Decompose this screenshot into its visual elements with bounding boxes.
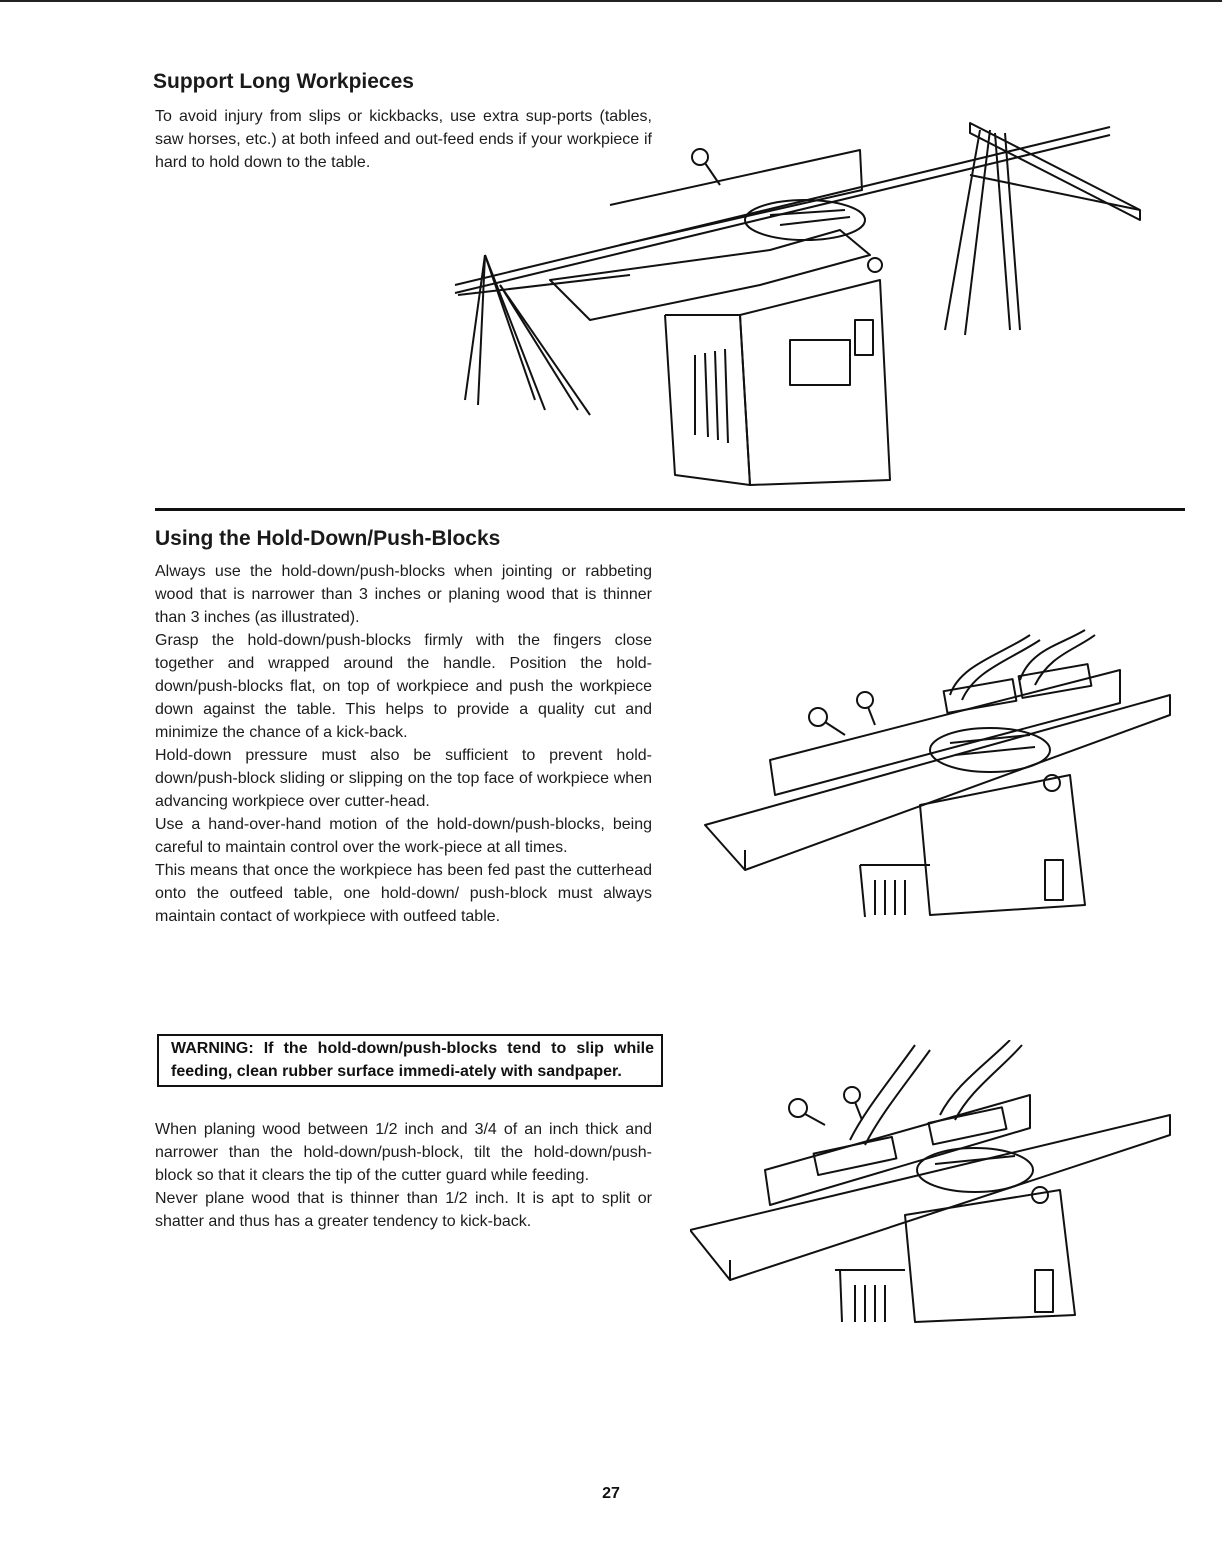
- heading-using-hold-down-push-blocks: Using the Hold-Down/Push-Blocks: [155, 527, 501, 550]
- section-divider: [155, 508, 1185, 511]
- pushblocks-paragraph-1: Always use the hold-down/push-blocks when jointing or rabbeting wood that is narrower than 3 inches or planing wood that is thinner than 3 inches (as illustrated).: [155, 563, 652, 626]
- after-warning-paragraph-group: [155, 1118, 652, 1233]
- pushblocks-paragraph-2: Grasp the hold-down/push-blocks firmly with the fingers close together and wrapped around the handle. Position the hold-down/push-blocks flat, on top of workpiece and push the workpiece down against the table. This helps to provide a quality cut and minimize the chance of a kick-back.: [155, 632, 652, 741]
- planing-thin-wood-paragraph: When planing wood between 1/2 inch and 3/4 of an inch thick and narrower than the hold-down/push-block, tilt the hold-down/push-block so that it clears the tip of the cutter guard while feeding.: [155, 1121, 652, 1184]
- push-block-hand-over-hand-illustration: [700, 625, 1180, 920]
- never-plane-paragraph: Never plane wood that is thinner than 1/2 inch. It is apt to split or shatter and thus has a greater tendency to kick-back.: [155, 1190, 652, 1230]
- pushblocks-paragraph-group: [155, 560, 652, 928]
- pushblocks-paragraph-3: Hold-down pressure must also be sufficient to prevent hold-down/push-block sliding or slipping on the top face of workpiece when advancing workpiece over cutter-head.: [155, 747, 652, 810]
- warning-text: WARNING: If the hold-down/push-blocks tend to slip while feeding, clean rubber surface immedi-ately with sandpaper.: [171, 1040, 654, 1080]
- warning-box: [157, 1034, 663, 1087]
- page-number: 27: [602, 1485, 620, 1502]
- pushblocks-paragraph-4: Use a hand-over-hand motion of the hold-down/push-blocks, being careful to maintain control over the work-piece at all times.: [155, 816, 652, 856]
- push-block-tilted-thin-wood-illustration: [690, 1040, 1180, 1325]
- pushblocks-paragraph-5: This means that once the workpiece has been fed past the cutterhead onto the outfeed table, one hold-down/ push-block must always maintain contact of workpiece with outfeed table.: [155, 862, 652, 925]
- jointer-with-sawhorses-illustration: [450, 115, 1150, 500]
- heading-support-long-workpieces: Support Long Workpieces: [153, 70, 414, 93]
- page-top-border: [0, 0, 1222, 2]
- support-paragraph: To avoid injury from slips or kickbacks, use extra sup-ports (tables, saw horses, etc.) at both infeed and out-feed ends if your workpiece if hard to hold down to the table.: [155, 108, 652, 171]
